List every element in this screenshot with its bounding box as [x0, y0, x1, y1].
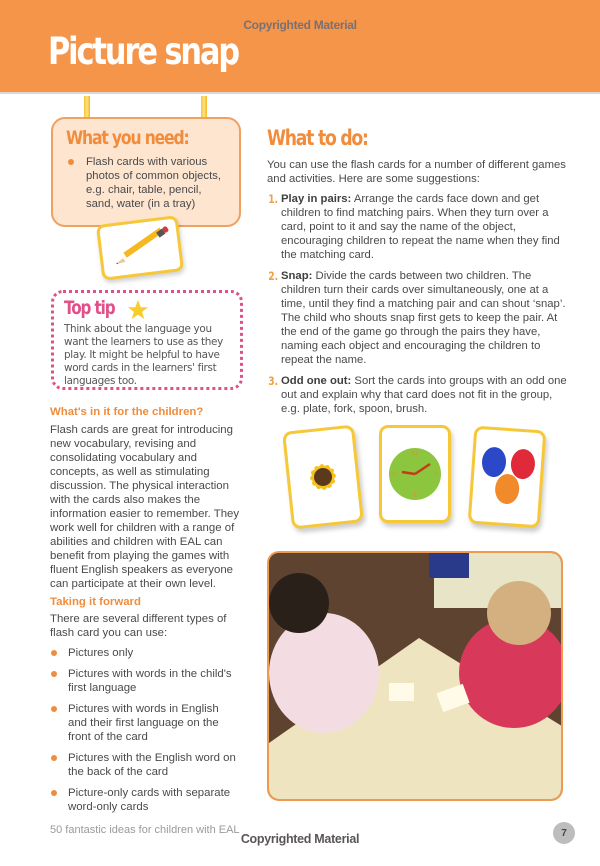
balloons-card [468, 426, 547, 529]
list-item: Flash cards with various photos of common objects, e.g. chair, table, pencil, sand, water (in a tray) [66, 155, 229, 211]
what-to-do-heading: What to do: [267, 126, 368, 150]
children-playing-photo [267, 551, 563, 801]
svg-text:3: 3 [434, 471, 438, 478]
list-item: Pictures with the English word on the back of the card [50, 751, 240, 779]
step-title: Snap: [281, 270, 313, 282]
step-number: 1. [268, 192, 279, 206]
step-text: Arrange the cards face down and get children to find matching pairs. When they turn over a card, point to it and say the name of the object, encouraging children to repeat the name when they find the matching card. [281, 193, 560, 261]
what-you-need-heading: What you need: [66, 127, 189, 149]
flash-card-types-list [50, 646, 240, 814]
top-tip-box [51, 290, 243, 390]
taking-forward-heading: Taking it forward [50, 596, 141, 608]
page-header [0, 0, 600, 94]
svg-text:12: 12 [411, 450, 419, 457]
what-to-do-intro: You can use the flash cards for a number of different games and activities. Here are some suggestions: [267, 159, 566, 185]
bullet-icon [51, 671, 57, 677]
step-title: Play in pairs: [281, 193, 352, 205]
top-tip-heading: Top tip [64, 297, 115, 319]
list-item: Pictures only [50, 646, 240, 660]
bullet-icon [51, 755, 57, 761]
bullet-icon [68, 159, 74, 165]
pencil-card-image [96, 215, 184, 281]
bullet-icon [51, 790, 57, 796]
list-item: Picture-only cards with separate word-only cards [50, 786, 240, 814]
whats-in-it-text: Flash cards are great for introducing new vocabulary, revising and consolidating vocabulary and concepts, as well as stimulating discussion. The physical interaction with the cards also makes the information easier to remember. They work well for children with a range of abilities and children with EAL can benefit from playing the games with fluent English speakers as everyone can participate at their own level. [50, 424, 240, 590]
top-tip-text: Think about the language you want the learners to use as they play. It might be helpful to have word cards in the learners' first languages too. [64, 323, 223, 387]
taking-forward-intro: There are several different types of flash card you can use: [50, 613, 227, 639]
clock-icon [382, 428, 448, 520]
step-text: Sort the cards into groups with an odd one out and explain why that card does not fit in the group, e.g. plate, fork, spoon, brush. [281, 375, 567, 415]
clock-card [379, 425, 451, 523]
step-item [267, 192, 567, 262]
book-title-footer: 50 fantastic ideas for children with EAL [50, 824, 240, 836]
what-you-need-list [66, 155, 229, 211]
sunflower-card [282, 425, 364, 530]
taking-forward-section [50, 596, 240, 821]
step-number: 2. [268, 269, 279, 283]
svg-text:9: 9 [392, 471, 396, 478]
list-item: Pictures with words in the child's first language [50, 667, 240, 695]
sunflower-icon [285, 428, 360, 526]
step-number: 3. [268, 374, 279, 388]
bullet-icon [51, 706, 57, 712]
steps-list [267, 192, 567, 416]
page-number: 7 [553, 822, 575, 844]
star-icon [127, 299, 149, 321]
what-you-need-box [51, 117, 241, 227]
list-item: Pictures with words in English and their first language on the front of the card [50, 702, 240, 744]
hanging-string-right [201, 96, 207, 118]
photo-image [269, 553, 563, 801]
balloons-icon [471, 429, 543, 525]
step-item [267, 269, 567, 367]
whats-in-it-heading: What's in it for the children? [50, 406, 204, 418]
step-item [267, 374, 567, 416]
step-text: Divide the cards between two children. The children turn their cards over simultaneously, one at a time, until they find a matching pair and can shout ‘snap’. The child who shouts snap first gets to keep the pair. At the end of the game go through the pairs they have, naming each object and encouraging the children to repeat the name. [281, 270, 566, 366]
watermark-top: Copyrighted Material [243, 18, 357, 32]
whats-in-it-section [50, 406, 240, 591]
svg-text:6: 6 [413, 492, 417, 499]
step-title: Odd one out: [281, 375, 352, 387]
bullet-icon [51, 650, 57, 656]
pencil-icon [99, 219, 181, 278]
watermark-bottom: Copyrighted Material [240, 832, 360, 846]
what-to-do-section [267, 126, 567, 423]
page-title: Picture snap [48, 30, 239, 73]
hanging-string-left [84, 96, 90, 118]
